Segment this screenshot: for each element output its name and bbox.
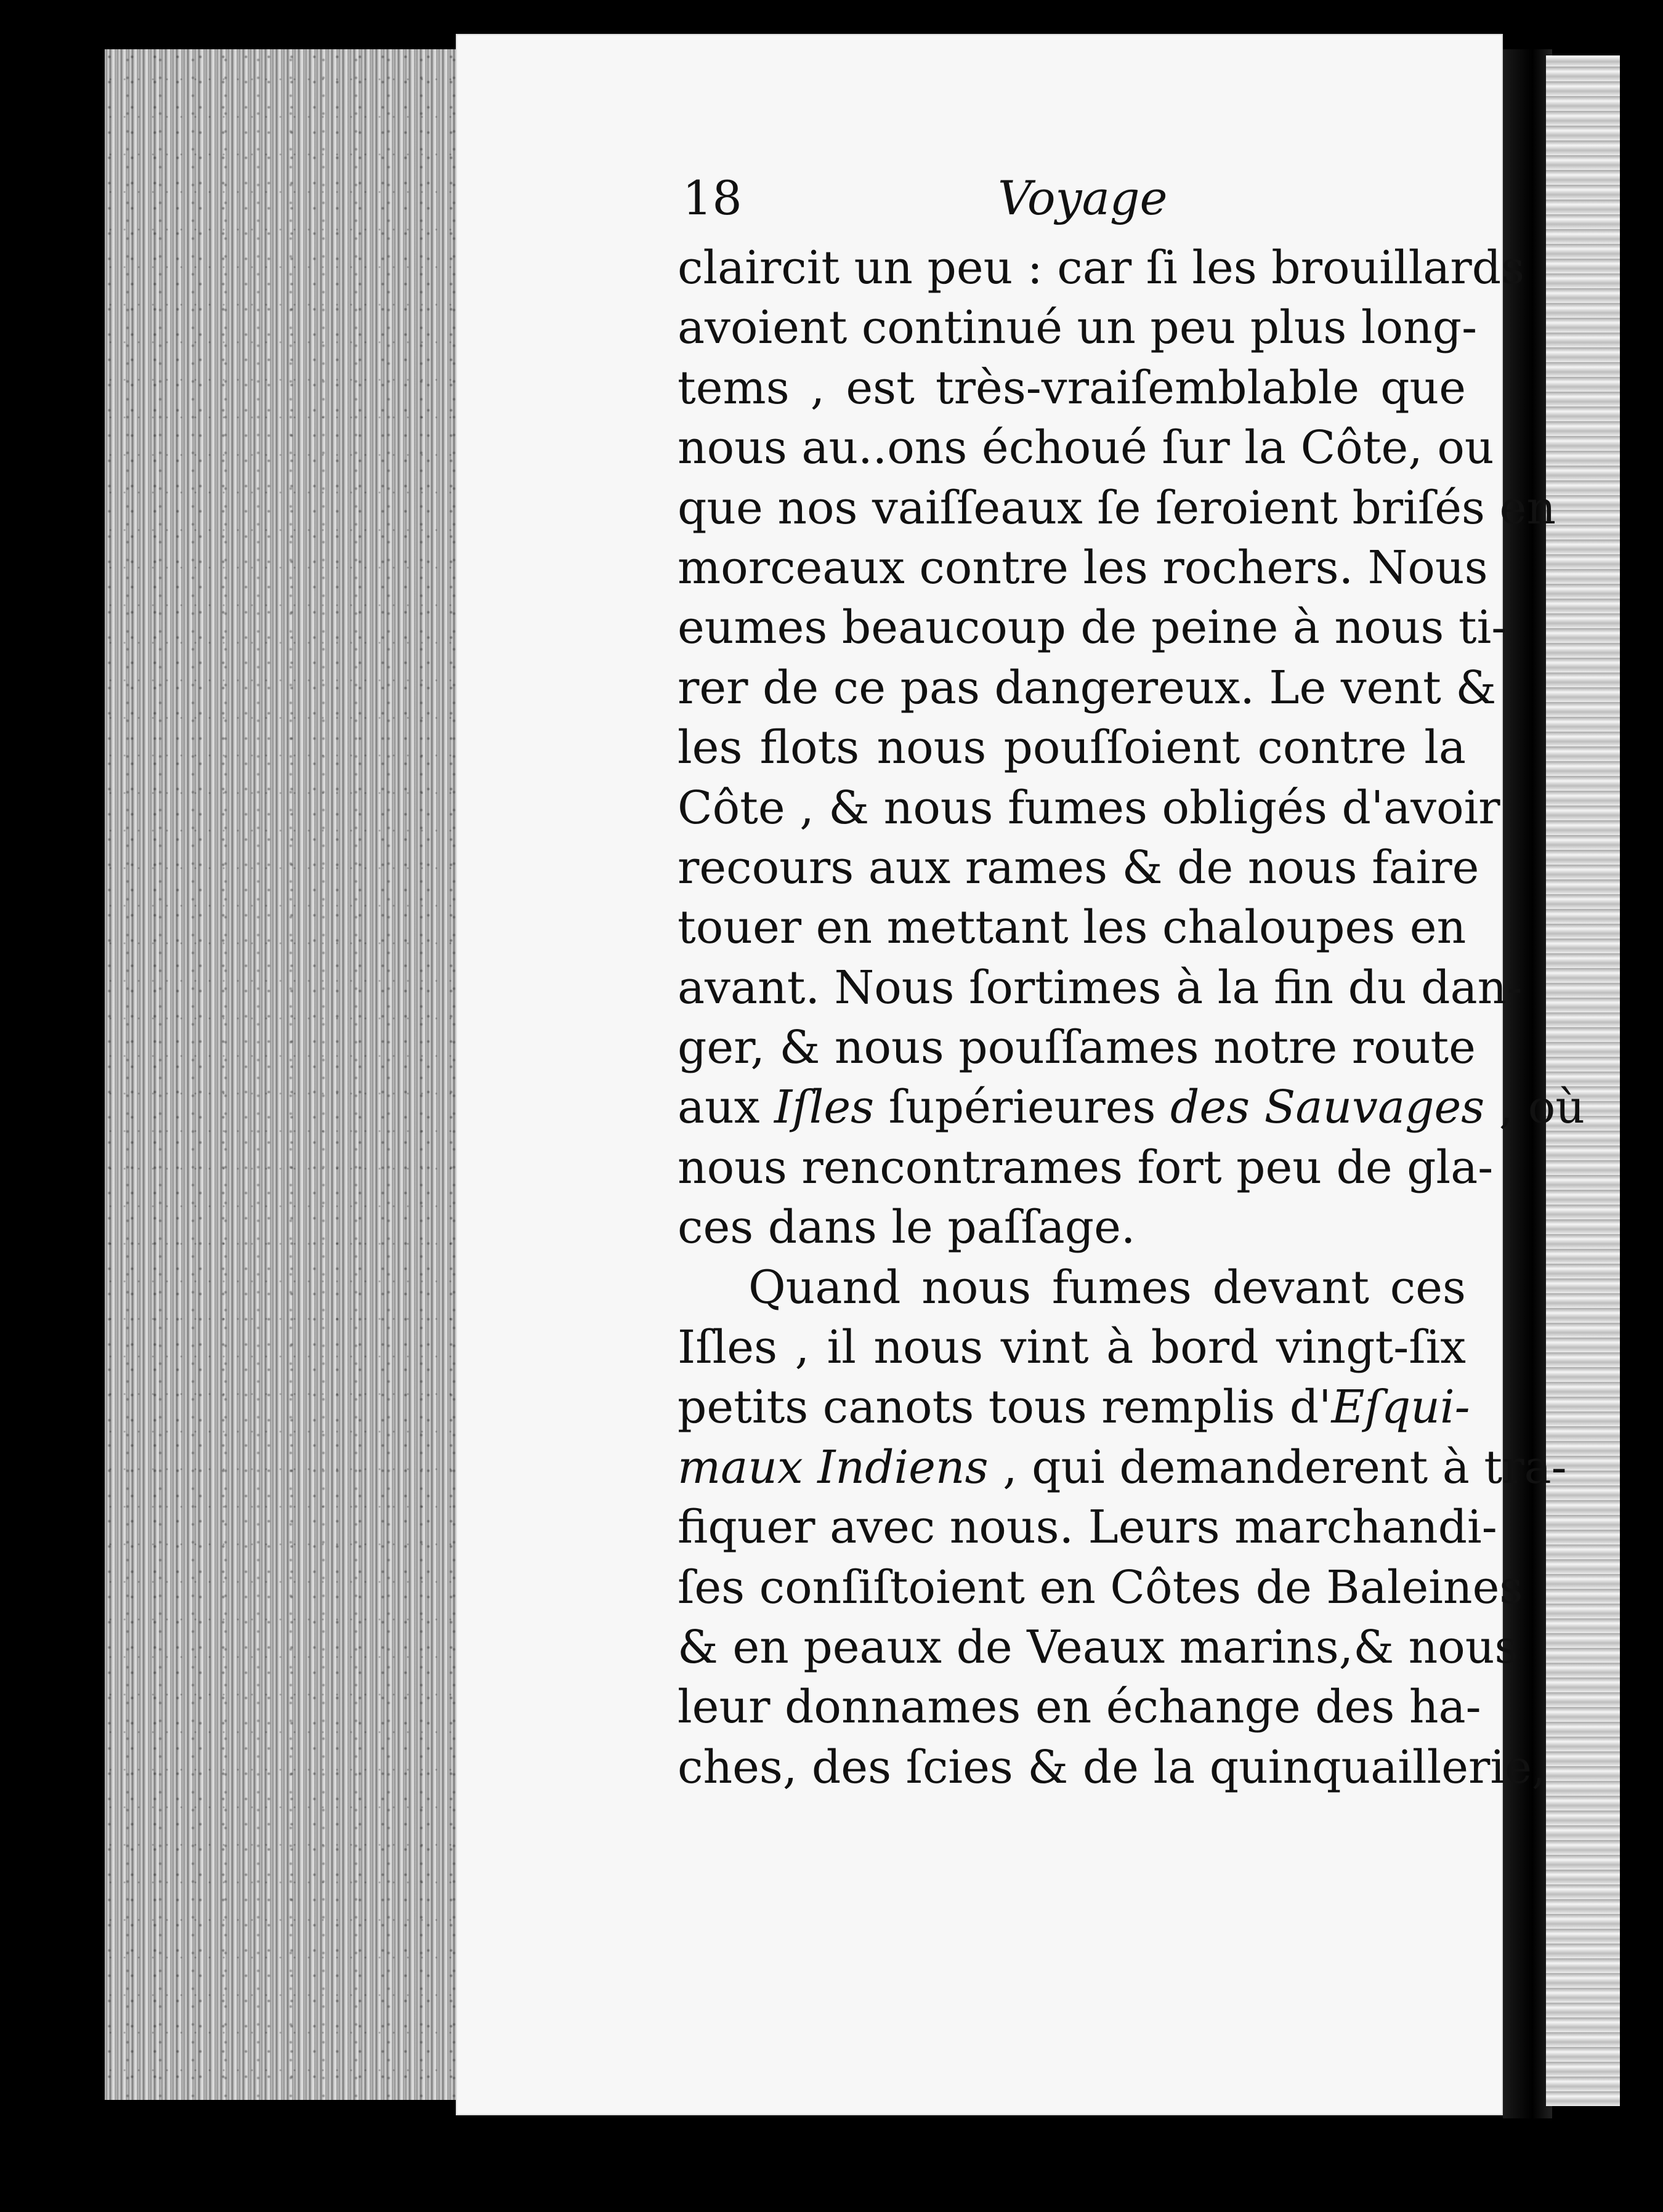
text-line — [678, 1558, 1523, 1618]
text-segment: claircit un peu : car ſi les brouillards — [678, 241, 1525, 294]
text-segment: ger, & nous pouſſames notre route — [678, 1021, 1476, 1075]
page-number: 18 — [682, 171, 742, 225]
text-segment: que nos vaiſſeaux ſe ſeroient briſés en — [678, 481, 1556, 535]
page-header — [678, 171, 1466, 238]
text-line — [678, 1018, 1476, 1078]
text-line — [678, 1378, 1470, 1437]
page-text-block — [678, 171, 1585, 1798]
text-segment: ſes conſiſtoient en Côtes de Baleines — [678, 1560, 1523, 1614]
text-line — [678, 838, 1479, 898]
text-line — [678, 778, 1500, 838]
text-line — [678, 958, 1523, 1018]
text-segment: avant. Nous ſortimes à la fin du dan- — [678, 961, 1523, 1014]
text-line — [678, 1677, 1481, 1737]
text-segment: avoient continué un peu plus long- — [678, 301, 1478, 355]
running-title: Voyage — [998, 171, 1168, 225]
text-line — [678, 598, 1507, 658]
text-segment: eumes beaucoup de peine à nous ti- — [678, 601, 1507, 655]
text-line — [678, 718, 1466, 778]
text-segment: leur donnames en échange des ha- — [678, 1681, 1481, 1734]
text-line — [678, 1438, 1567, 1498]
text-line — [678, 538, 1488, 598]
text-line — [678, 418, 1494, 478]
text-line — [678, 898, 1466, 958]
text-segment: tems , est très-vraiſemblable que — [678, 361, 1466, 414]
book-fore-edge-texture — [105, 49, 462, 2100]
text-line — [678, 478, 1556, 538]
text-line — [678, 1078, 1585, 1137]
text-segment: petits canots tous remplis d' — [678, 1381, 1332, 1434]
text-line — [678, 358, 1466, 418]
text-segment: ces dans le paſſage. — [678, 1201, 1136, 1254]
italic-text-segment: Eſqui- — [1331, 1381, 1470, 1434]
text-segment: ſupérieures — [874, 1081, 1171, 1134]
italic-text-segment: des Sauvages — [1170, 1081, 1485, 1134]
book-page — [456, 34, 1585, 2115]
text-segment: Quand nous fumes devant ces — [748, 1261, 1466, 1314]
text-line — [678, 1138, 1494, 1198]
text-line — [678, 1618, 1518, 1677]
text-line — [678, 1738, 1547, 1798]
text-segment: recours aux rames & de nous faire — [678, 841, 1479, 894]
text-line — [678, 298, 1478, 358]
text-segment: , où — [1484, 1081, 1585, 1134]
text-segment: Côte , & nous fumes obligés d'avoir — [678, 781, 1500, 834]
italic-text-segment: Iſles — [774, 1081, 875, 1134]
text-line — [678, 1498, 1497, 1557]
text-segment: rer de ce pas dangereux. Le vent & — [678, 661, 1497, 714]
text-segment: touer en mettant les chaloupes en — [678, 901, 1467, 955]
text-segment: les flots nous pouſſoient contre la — [678, 721, 1466, 775]
text-segment: nous rencontrames fort peu de gla- — [678, 1140, 1494, 1194]
text-segment: , qui demanderent à tra- — [988, 1440, 1567, 1494]
text-segment: morceaux contre les rochers. Nous — [678, 541, 1488, 594]
text-line — [678, 658, 1497, 718]
text-line — [678, 1258, 1466, 1318]
text-segment: & en peaux de Veaux marins,& nous — [678, 1620, 1518, 1674]
body-text — [678, 238, 1585, 1798]
text-line — [678, 238, 1525, 298]
text-line — [678, 1198, 1466, 1257]
text-segment: fiquer avec nous. Leurs marchandi- — [678, 1501, 1497, 1554]
text-line — [678, 1318, 1466, 1378]
text-segment: aux — [678, 1081, 775, 1134]
text-segment: Iſles , il nous vint à bord vingt-ſix — [678, 1321, 1466, 1374]
italic-text-segment: maux Indiens — [678, 1440, 989, 1494]
text-segment: ches, des ſcies & de la quinquaillerie, — [678, 1740, 1547, 1794]
text-segment: nous au..ons échoué ſur la Côte, ou — [678, 421, 1494, 475]
